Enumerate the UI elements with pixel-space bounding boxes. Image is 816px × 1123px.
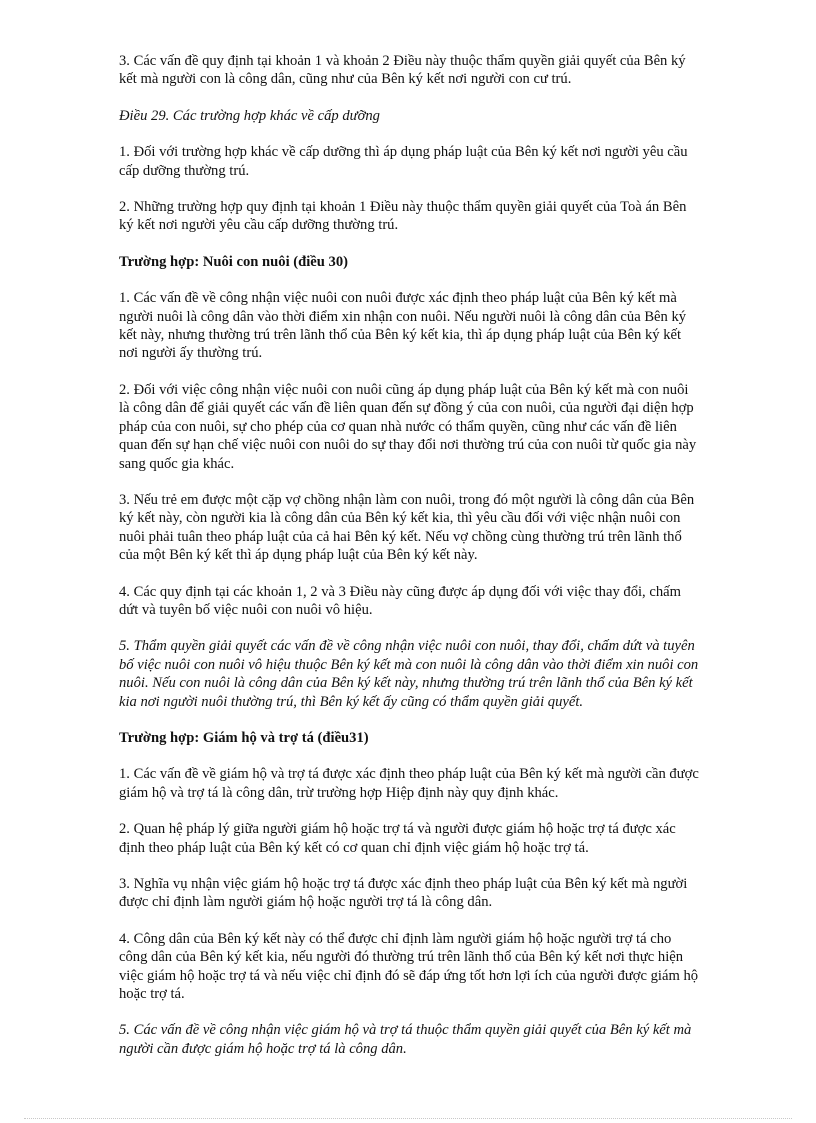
- paragraph-art31-clause1: 1. Các vấn đề về giám hộ và trợ tá được xác định theo pháp luật của Bên ký kết mà người cần được giám hộ và trợ tá là công dân, trừ trường hợp Hiệp định này quy định khác.: [119, 766, 699, 801]
- paragraph-art30-clause5: 5. Thẩm quyền giải quyết các vấn đề về công nhận việc nuôi con nuôi, thay đổi, chấm dứt và tuyên bố việc nuôi con nuôi vô hiệu thuộc Bên ký kết mà con nuôi là công dân vào thời điểm xin nuôi con nuôi. Nếu con nuôi là công dân của Bên ký kết này, nhưng thường trú trên lãnh thổ của Bên ký kết kia nơi người nuôi thường trú, thì Bên ký kết ấy cũng có thẩm quyền giải quyết.: [119, 638, 699, 710]
- page-bottom-divider: [24, 1118, 792, 1119]
- paragraph-art29-clause1: 1. Đối với trường hợp khác về cấp dưỡng thì áp dụng pháp luật của Bên ký kết nơi người yêu cầu cấp dưỡng thường trú.: [119, 144, 688, 179]
- article-29-heading: Điều 29. Các trường hợp khác về cấp dưỡng: [119, 107, 380, 124]
- paragraph-art31-clause2: 2. Quan hệ pháp lý giữa người giám hộ hoặc trợ tá và người được giám hộ hoặc trợ tá được xác định theo pháp luật của Bên ký kết có cơ quan chỉ định việc giám hộ hoặc trợ tá.: [119, 821, 676, 856]
- paragraph-art31-clause3: 3. Nghĩa vụ nhận việc giám hộ hoặc trợ tá được xác định theo pháp luật của Bên ký kết mà người được chỉ định làm người giám hộ hoặc người trợ tá là công dân.: [119, 876, 688, 911]
- paragraph-art31-clause4: 4. Công dân của Bên ký kết này có thể được chỉ định làm người giám hộ hoặc người trợ tá cho công dân của Bên ký kết kia, nếu người đó thường trú trên lãnh thổ của Bên ký kết nơi thực hiện việc giám hộ hoặc trợ tá và nếu việc chỉ định đó sẽ đáp ứng tốt hơn lợi ích của người được giám hộ hoặc trợ tá.: [119, 930, 699, 1003]
- paragraph-art31-clause5: 5. Các vấn đề về công nhận việc giám hộ và trợ tá thuộc thẩm quyền giải quyết của Bên ký kết mà người cần được giám hộ hoặc trợ tá là công dân.: [119, 1022, 692, 1057]
- paragraph-art30-clause3: 3. Nếu trẻ em được một cặp vợ chồng nhận làm con nuôi, trong đó một người là công dân của Bên ký kết này, còn người kia là công dân của Bên ký kết kia, thì yêu cầu đối với việc nhận nuôi con nuôi phải tuân theo pháp luật của cả hai Bên ký kết. Nếu vợ chồng cùng thường trú trên lãnh thổ của một Bên ký kết thì áp dụng pháp luật của Bên ký kết này.: [119, 491, 695, 564]
- section-heading-guardianship: Trường hợp: Giám hộ và trợ tá (điều31): [119, 729, 369, 746]
- paragraph-art30-clause4: 4. Các quy định tại các khoản 1, 2 và 3 Điều này cũng được áp dụng đối với việc thay đổi, chấm dứt và tuyên bố việc nuôi con nuôi vô hiệu.: [119, 583, 681, 618]
- section-heading-adoption: Trường hợp: Nuôi con nuôi (điều 30): [119, 253, 349, 270]
- document-page: [119, 52, 699, 1076]
- paragraph-art29-clause2: 2. Những trường hợp quy định tại khoản 1 Điều này thuộc thẩm quyền giải quyết của Toà án Bên ký kết nơi người yêu cầu cấp dưỡng thường trú.: [119, 199, 687, 234]
- paragraph-art30-clause1: 1. Các vấn đề về công nhận việc nuôi con nuôi được xác định theo pháp luật của Bên ký kết mà người nuôi là công dân vào thời điểm xin nhận con nuôi. Nếu người nuôi là công dân của Bên ký kết này, nhưng thường trú trên lãnh thổ của Bên ký kết kia, thì áp dụng pháp luật của Bên ký kết nơi người ấy thường trú.: [119, 290, 687, 362]
- paragraph-art30-clause2: 2. Đối với việc công nhận việc nuôi con nuôi cũng áp dụng pháp luật của Bên ký kết mà con nuôi là công dân để giải quyết các vấn đề liên quan đến sự đồng ý của con nuôi, của người đại diện hợp pháp của con nuôi, sự cho phép của cơ quan nhà nước có thẩm quyền, cũng như các vấn đề liên quan đến sự hạn chế việc nuôi con nuôi do sự thay đổi nơi thường trú của con nuôi từ quốc gia này sang quốc gia khác.: [119, 381, 697, 472]
- paragraph-art28-clause3: 3. Các vấn đề quy định tại khoản 1 và khoản 2 Điều này thuộc thẩm quyền giải quyết của Bên ký kết mà người con là công dân, cũng như của Bên ký kết nơi người con cư trú.: [119, 53, 686, 88]
